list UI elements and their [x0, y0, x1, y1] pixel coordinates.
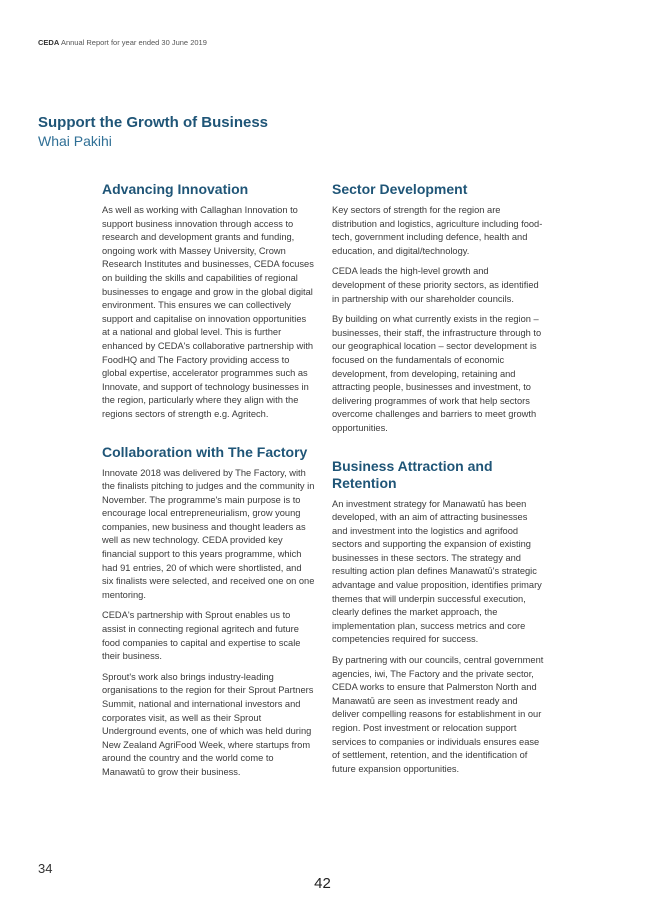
left-column: [102, 181, 315, 787]
heading-business-attraction: Business Attraction and Retention: [332, 457, 493, 491]
paragraph: Sprout's work also brings industry-leading organisations to the region for their Sprout Partners Summit, national and international investors and corporates visit, as well as their Sprout Underground events, one of which was held during New Zealand AgriFood Week, where startups from around the country and the world come to Manawatū to grow their business.: [102, 671, 314, 777]
heading-advancing-innovation: Advancing Innovation: [102, 181, 249, 197]
paragraph: Key sectors of strength for the region are distribution and logistics, agriculture including food-tech, government including defence, health and education, and digital/technology.: [332, 205, 543, 256]
paragraph: By partnering with our councils, central government agencies, iwi, The Factory and the private sector, CEDA works to ensure that Palmerston North and Manawatū are seen as investment ready and deliver compelling reasons for establishment in our region. Post investment or relocation support services to companies or individuals ensures ease of settlement, retention, and the identification of future expansion opportunities.: [332, 655, 544, 774]
paragraph: By building on what currently exists in the region – businesses, their staff, the infrastructure through to our geographical location – sector development is focused on the fundamentals of economic development, from developing, retaining and attracting people, businesses and investment, to delivering programmes of work that help sectors overcome challenges and barriers to meet growth opportunities.: [332, 314, 542, 433]
section-title: Support the Growth of Business: [38, 114, 269, 131]
header-org: CEDA: [38, 38, 60, 47]
right-column: [332, 181, 544, 783]
heading-sector-development: Sector Development: [332, 181, 468, 197]
heading-collaboration: Collaboration with The Factory: [102, 443, 308, 460]
header-text: Annual Report for year ended 30 June 2019: [60, 38, 207, 47]
section-title-block: [38, 114, 268, 150]
page-number: 34: [38, 861, 53, 876]
paragraph: CEDA's partnership with Sprout enables us to assist in connecting regional agritech and future food companies to capital and expertise to scale their business.: [102, 610, 301, 662]
running-header: [38, 38, 207, 47]
paragraph: An investment strategy for Manawatū has been developed, with an aim of attracting businesses and investment into the logistics and agrifood sectors and supporting the expansion of existing businesses in these sectors. The strategy and resulting action plan defines Manawatū's strategic advantage and value proposition, identifies primary themes that will underpin successful execution, clearly defines the market approach, the implementation plan, success metrics and core competencies required for success.: [332, 498, 542, 645]
paragraph: CEDA leads the high-level growth and development of these priority sectors, as identified in partnership with our shareholder councils.: [332, 266, 539, 304]
paragraph: Innovate 2018 was delivered by The Factory, with the finalists pitching to judges and the community in November. The programme's main purpose is to encourage local entrepreneurialism, grow young companies, new business and thought leaders as well as new technology. CEDA provided key financial support to this years programme, which had 91 entries, 20 of which were shortlisted, and six finalists were selected, and received one on one mentoring.: [102, 467, 315, 600]
paragraph: As well as working with Callaghan Innovation to support business innovation through access to research and development grants and funding, ongoing work with Massey University, Crown Research Institutes and businesses, CEDA focuses on building the skills and capabilities of regional businesses to engage and grow in the global digital environment. This ensures we can collectively support and capitalise on innovation opportunities at a national and global level. This is further enhanced by CEDA's collaborative partnership with FoodHQ and The Factory providing access to global expertise, accelerator programmes such as Innovate, and support of technology businesses in the region, particularly where they align with the regions sectors of strength e.g. Agritech.: [102, 205, 314, 419]
viewer-page-number: 42: [314, 875, 331, 892]
section-subtitle: Whai Pakihi: [38, 133, 112, 149]
